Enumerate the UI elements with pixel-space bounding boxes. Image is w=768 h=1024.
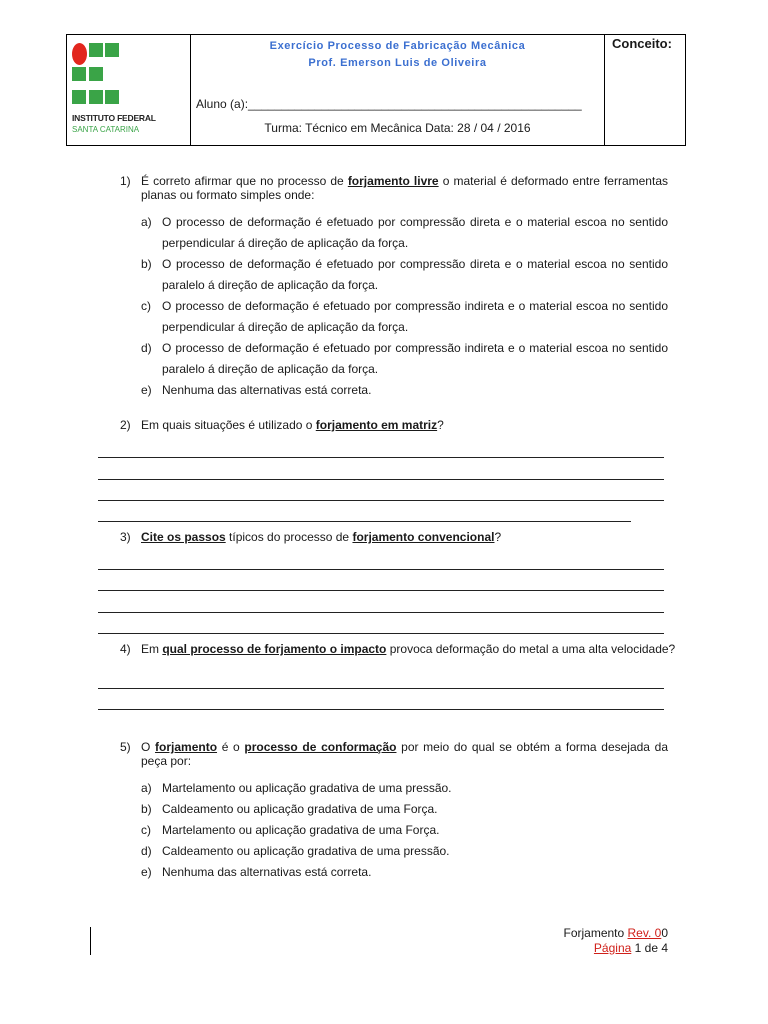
professor-name: Prof. Emerson Luis de Oliveira bbox=[308, 57, 487, 69]
q5-option-letter: e) bbox=[141, 865, 152, 879]
q5-text: O forjamento é o processo de conformação por meio do qual se obtém a forma desejada da peça por: bbox=[141, 740, 668, 768]
header-box bbox=[66, 34, 686, 146]
q2-keyword: forjamento em matriz bbox=[315, 418, 438, 432]
q4-number: 4) bbox=[120, 642, 131, 656]
answer-line[interactable] bbox=[98, 521, 631, 522]
q5-option-e[interactable]: Nenhuma das alternativas está correta. bbox=[162, 865, 372, 879]
q4-text: Em qual processo de forjamento o impacto provoca deformação do metal a uma alta velocidade? bbox=[141, 642, 676, 656]
q5-number: 5) bbox=[120, 740, 131, 754]
answer-line[interactable] bbox=[98, 612, 664, 613]
q1-option-letter: b) bbox=[141, 257, 152, 271]
logo-text-institute: INSTITUTO FEDERAL bbox=[72, 113, 156, 123]
answer-line[interactable] bbox=[98, 457, 664, 458]
q5-option-b[interactable]: Caldeamento ou aplicação gradativa de uma Força. bbox=[162, 802, 438, 816]
q1-option-c[interactable]: O processo de deformação é efetuado por compressão indireta e o material escoa no sentido perpendicular á direção de aplicação da força. bbox=[162, 299, 668, 334]
q3-number: 3) bbox=[120, 530, 131, 544]
q1-option-d[interactable]: O processo de deformação é efetuado por compressão indireta e o material escoa no sentido paralelo á direção de aplicação da força. bbox=[162, 341, 668, 376]
q5-option-d[interactable]: Caldeamento ou aplicação gradativa de uma pressão. bbox=[162, 844, 450, 858]
q1-option-b[interactable]: O processo de deformação é efetuado por compressão direta e o material escoa no sentido paralelo á direção de aplicação da força. bbox=[162, 257, 668, 292]
class-date: Turma: Técnico em Mecânica Data: 28 / 04 / 2016 bbox=[264, 121, 531, 135]
q3-keyword-1: Cite os passos bbox=[141, 530, 226, 544]
q3-keyword-2: forjamento convencional bbox=[352, 530, 495, 544]
q3-text: Cite os passos típicos do processo de forjamento convencional? bbox=[141, 530, 502, 544]
answer-line[interactable] bbox=[98, 633, 664, 634]
q1-option-letter: d) bbox=[141, 341, 152, 355]
q5-option-letter: a) bbox=[141, 781, 152, 795]
footer-revision: Forjamento Rev. 00 bbox=[563, 926, 668, 940]
q1-text: É correto afirmar que no processo de forjamento livre o material é deformado entre ferramentas planas ou formato simples onde: bbox=[141, 174, 668, 202]
q1-option-a[interactable]: O processo de deformação é efetuado por compressão direta e o material escoa no sentido perpendicular á direção de aplicação da força. bbox=[162, 215, 668, 250]
q1-option-letter: c) bbox=[141, 299, 151, 313]
q1-option-letter: e) bbox=[141, 383, 152, 397]
logo-text-campus: SANTA CATARINA bbox=[72, 125, 140, 134]
answer-line[interactable] bbox=[98, 688, 664, 689]
q2-number: 2) bbox=[120, 418, 131, 432]
logo-cell bbox=[67, 35, 191, 145]
q5-option-letter: b) bbox=[141, 802, 152, 816]
q1-option-e[interactable]: Nenhuma das alternativas está correta. bbox=[162, 383, 372, 397]
q1-keyword: forjamento livre bbox=[347, 174, 439, 188]
q5-option-c[interactable]: Martelamento ou aplicação gradativa de uma Força. bbox=[162, 823, 440, 837]
answer-line[interactable] bbox=[98, 569, 664, 570]
student-name-field[interactable]: Aluno (a):__________________________________________________ bbox=[196, 97, 582, 111]
answer-line[interactable] bbox=[98, 709, 664, 710]
answer-line[interactable] bbox=[98, 500, 664, 501]
q5-option-letter: d) bbox=[141, 844, 152, 858]
q5-keyword-2: processo de conformação bbox=[244, 740, 397, 754]
logo-red-circle bbox=[72, 43, 87, 65]
grade-label: Conceito: bbox=[612, 36, 672, 51]
footer-margin-bar bbox=[90, 927, 91, 955]
q5-keyword-1: forjamento bbox=[155, 740, 218, 754]
exercise-title: Exercício Processo de Fabricação Mecânica bbox=[269, 40, 526, 52]
answer-line[interactable] bbox=[98, 590, 664, 591]
q1-number: 1) bbox=[120, 174, 131, 188]
q4-keyword: qual processo de forjamento o impacto bbox=[162, 642, 387, 656]
header-divider bbox=[604, 35, 605, 145]
answer-line[interactable] bbox=[98, 479, 664, 480]
q2-text: Em quais situações é utilizado o forjamento em matriz? bbox=[141, 418, 444, 432]
q5-option-a[interactable]: Martelamento ou aplicação gradativa de uma pressão. bbox=[162, 781, 452, 795]
q1-option-letter: a) bbox=[141, 215, 152, 229]
q5-option-letter: c) bbox=[141, 823, 151, 837]
footer-page-number: Página 1 de 4 bbox=[593, 941, 668, 955]
